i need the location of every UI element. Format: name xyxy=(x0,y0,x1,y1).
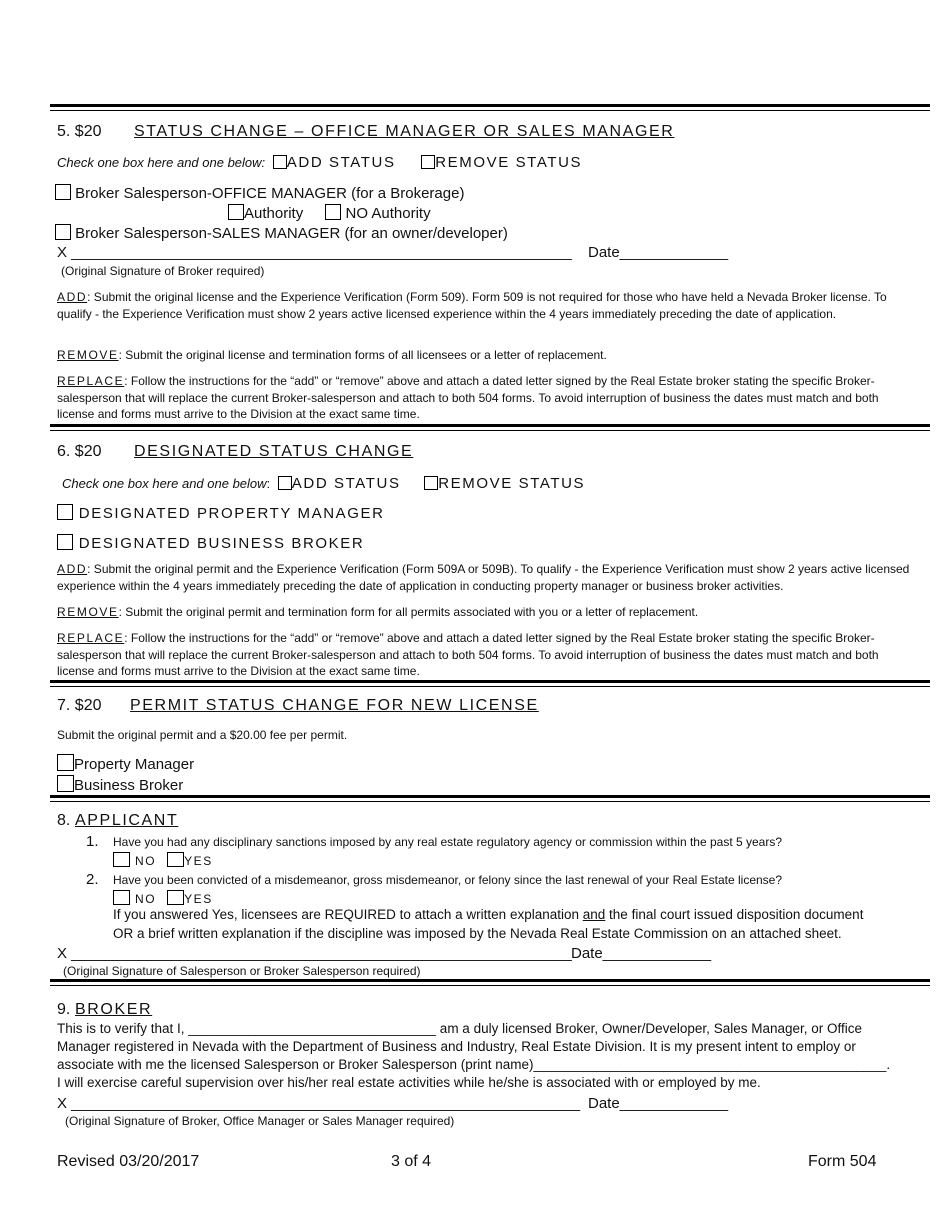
sec9-signature-caption: (Original Signature of Broker, Office Manager or Sales Manager required) xyxy=(65,1114,455,1128)
sec5-remove-paragraph xyxy=(57,347,917,364)
sec6-replace-label: REPLACE xyxy=(57,631,125,645)
sec6-replace-text: : Follow the instructions for the “add” or “remove” above and attach a dated letter signed by the Real Estate broker stating the specific Broker-salesperson that will replace the current Broker-salesperson and attach to both 504 forms. To avoid interruption of business the dates must match and both license and forms must arrive to the Division at the exact same time. xyxy=(57,631,879,678)
sec8-q1-text: Have you had any disciplinary sanctions imposed by any real estate regulatory agency or commission within the past 5 years? xyxy=(113,835,783,849)
sec6-remove-text: : Submit the original permit and termination form for all permits associated with you or a letter of replacement. xyxy=(118,605,699,619)
sec5-signature-caption: (Original Signature of Broker required) xyxy=(61,264,265,278)
sec5-sales-manager-checkbox[interactable] xyxy=(55,224,71,240)
sec5-authority-row xyxy=(228,204,431,222)
sec6-add-label: ADD xyxy=(57,562,88,576)
sec5-add-text: : Submit the original license and the Experience Verification (Form 509). Form 509 is not required for those who have held a Nevada Broker license. To qualify - the Experience Verification must show 2 years active licensed experience within the 4 years immediately preceding the date of application. xyxy=(57,290,887,321)
sec8-q2-no-label: NO xyxy=(134,892,157,906)
sec8-q2-number: 2. xyxy=(86,871,99,888)
sec8-signature-line[interactable]: X ____________________________________________________________ xyxy=(57,945,572,962)
sec8-q2-yes-checkbox[interactable] xyxy=(167,890,184,905)
sec8-title: APPLICANT xyxy=(75,812,179,829)
sec5-authority-label: Authority xyxy=(244,205,304,222)
sec5-no-authority-checkbox[interactable] xyxy=(325,204,341,220)
sec6-business-broker-label: DESIGNATED BUSINESS BROKER xyxy=(78,535,365,552)
sec6-business-broker-checkbox[interactable] xyxy=(57,534,73,550)
sec8-q1-no-checkbox[interactable] xyxy=(113,852,130,867)
sec8-note-a: If you answered Yes, licensees are REQUIRED to attach a written explanation xyxy=(113,907,583,922)
sec6-remove-status-label: REMOVE STATUS xyxy=(438,475,586,492)
sec5-office-manager-checkbox[interactable] xyxy=(55,184,71,200)
divider-sec7-thick xyxy=(50,680,930,683)
sec9-date-line[interactable]: Date_____________ xyxy=(588,1095,729,1112)
divider-sec8-thick xyxy=(50,795,930,798)
divider-sec9-thin xyxy=(50,985,930,986)
sec7-property-manager-label: Property Manager xyxy=(74,756,195,773)
sec5-add-status-checkbox[interactable] xyxy=(273,155,287,169)
sec8-q2-yes-label: YES xyxy=(184,892,213,906)
sec8-date-line[interactable]: Date_____________ xyxy=(571,945,712,962)
sec6-add-status-checkbox[interactable] xyxy=(278,476,292,490)
sec7-number: 7. $20 xyxy=(57,697,102,714)
sec5-signature-line[interactable]: X ____________________________________________________________ xyxy=(57,244,572,261)
footer-revised: Revised 03/20/2017 xyxy=(57,1153,200,1170)
sec5-check-row xyxy=(57,154,582,171)
sec8-q2-text: Have you been convicted of a misdemeanor, gross misdemeanor, or felony since the last renewal of your Real Estate license? xyxy=(113,873,783,887)
sec5-title: STATUS CHANGE – OFFICE MANAGER OR SALES MANAGER xyxy=(134,123,675,140)
sec9-signature-line[interactable]: X _____________________________________________________________ xyxy=(57,1095,581,1112)
sec5-date-line[interactable]: Date_____________ xyxy=(588,244,729,261)
divider-sec7-thin xyxy=(50,686,930,687)
sec6-business-broker-row xyxy=(57,534,364,552)
sec6-remove-label: REMOVE xyxy=(57,605,119,619)
sec5-add-label: ADD xyxy=(57,290,88,304)
sec5-remove-status-label: REMOVE STATUS xyxy=(435,154,583,171)
divider-sec9-thick xyxy=(50,979,930,982)
sec5-no-authority-label: NO Authority xyxy=(345,205,431,222)
sec7-property-manager-row xyxy=(57,754,194,773)
sec6-remove-paragraph xyxy=(57,604,917,621)
sec9-line3[interactable]: associate with me the licensed Salesperson or Broker Salesperson (print name)_______________________________________________. xyxy=(57,1057,891,1072)
sec5-office-manager-label: Broker Salesperson-OFFICE MANAGER (for a Brokerage) xyxy=(75,185,465,202)
sec6-replace-paragraph xyxy=(57,630,917,680)
sec8-number: 8. xyxy=(57,812,71,829)
sec5-sales-manager-row xyxy=(55,224,508,242)
sec5-remove-text: : Submit the original license and termination forms of all licensees or a letter of replacement. xyxy=(118,348,607,362)
sec5-office-manager-row xyxy=(55,184,464,202)
divider-sec8-thin xyxy=(50,801,930,802)
divider-sec6-thin xyxy=(50,430,930,431)
divider-top-thin xyxy=(50,110,930,111)
sec5-replace-paragraph xyxy=(57,373,917,423)
sec9-title: BROKER xyxy=(75,1001,153,1018)
sec8-q1-no-label: NO xyxy=(134,854,157,868)
sec6-add-status-label: ADD STATUS xyxy=(291,475,401,492)
sec8-q2-answers xyxy=(113,890,213,906)
sec8-signature-caption: (Original Signature of Salesperson or Broker Salesperson required) xyxy=(63,964,421,978)
sec6-number: 6. $20 xyxy=(57,443,102,460)
sec9-line4: I will exercise careful supervision over his/her real estate activities while he/she is associated with or employed by me. xyxy=(57,1075,761,1090)
sec9-number: 9. xyxy=(57,1001,71,1018)
sec9-line2: Manager registered in Nevada with the Department of Business and Industry, Real Estate Division. It is my present intent to employ or xyxy=(57,1039,856,1054)
sec7-business-broker-checkbox[interactable] xyxy=(57,775,74,792)
footer-page-number: 3 of 4 xyxy=(391,1153,432,1170)
sec8-note-and: and xyxy=(582,907,606,922)
sec6-check-row: Check one box here and one below: ADD STATUS REMOVE STATUS xyxy=(62,475,586,492)
sec8-q1-yes-label: YES xyxy=(184,854,213,868)
sec5-remove-status-checkbox[interactable] xyxy=(421,155,435,169)
sec7-instruction: Submit the original permit and a $20.00 fee per permit. xyxy=(57,728,348,742)
sec6-property-manager-row xyxy=(57,504,385,522)
sec8-q1-answers xyxy=(113,852,213,868)
sec5-replace-label: REPLACE xyxy=(57,374,125,388)
sec6-instruction: Check one box here and one below xyxy=(62,476,267,491)
sec7-business-broker-row xyxy=(57,775,183,794)
sec6-property-manager-label: DESIGNATED PROPERTY MANAGER xyxy=(78,505,385,522)
sec8-q1-yes-checkbox[interactable] xyxy=(167,852,184,867)
sec8-q2-no-checkbox[interactable] xyxy=(113,890,130,905)
sec8-note-b: the final court issued disposition document xyxy=(605,907,864,922)
sec8-note-line2: OR a brief written explanation if the discipline was imposed by the Nevada Real Estate Commission on an attached sheet. xyxy=(113,926,842,941)
sec5-instruction: Check one box here and one below: xyxy=(57,155,266,170)
sec8-q1-number: 1. xyxy=(86,833,99,850)
sec5-replace-text: : Follow the instructions for the “add” or “remove” above and attach a dated letter signed by the Real Estate broker stating the specific Broker-salesperson that will replace the current Broker-salesperson and attach to both 504 forms. To avoid interruption of business the dates must match and both license and forms must arrive to the Division at the exact same time. xyxy=(57,374,879,421)
sec5-remove-label: REMOVE xyxy=(57,348,119,362)
sec8-note-line1 xyxy=(113,907,863,922)
sec5-number: 5. $20 xyxy=(57,123,102,140)
sec7-business-broker-label: Business Broker xyxy=(74,777,184,794)
sec6-remove-status-checkbox[interactable] xyxy=(424,476,438,490)
divider-top-thick xyxy=(50,104,930,107)
sec6-add-text: : Submit the original permit and the Experience Verification (Form 509A or 509B). To qualify - the Experience Verification must show 2 years active licensed experience within the 4 years immediately preceding the date of application in conducting property manager or business broker activities. xyxy=(57,562,910,593)
sec5-add-status-label: ADD STATUS xyxy=(286,154,396,171)
sec5-sales-manager-label: Broker Salesperson-SALES MANAGER (for an owner/developer) xyxy=(75,225,508,242)
sec6-title: DESIGNATED STATUS CHANGE xyxy=(134,443,414,460)
divider-sec6-thick xyxy=(50,424,930,427)
sec6-add-paragraph xyxy=(57,561,917,594)
sec7-property-manager-checkbox[interactable] xyxy=(57,754,74,771)
footer-form-number: Form 504 xyxy=(808,1153,877,1170)
sec6-property-manager-checkbox[interactable] xyxy=(57,504,73,520)
sec9-line1: This is to verify that I, _________________________________ am a duly licensed Broker, Owner/Developer, Sales Manager, or Office xyxy=(57,1021,863,1036)
sec5-authority-checkbox[interactable] xyxy=(228,204,244,220)
sec5-add-paragraph xyxy=(57,289,917,322)
sec7-title: PERMIT STATUS CHANGE FOR NEW LICENSE xyxy=(130,697,539,714)
